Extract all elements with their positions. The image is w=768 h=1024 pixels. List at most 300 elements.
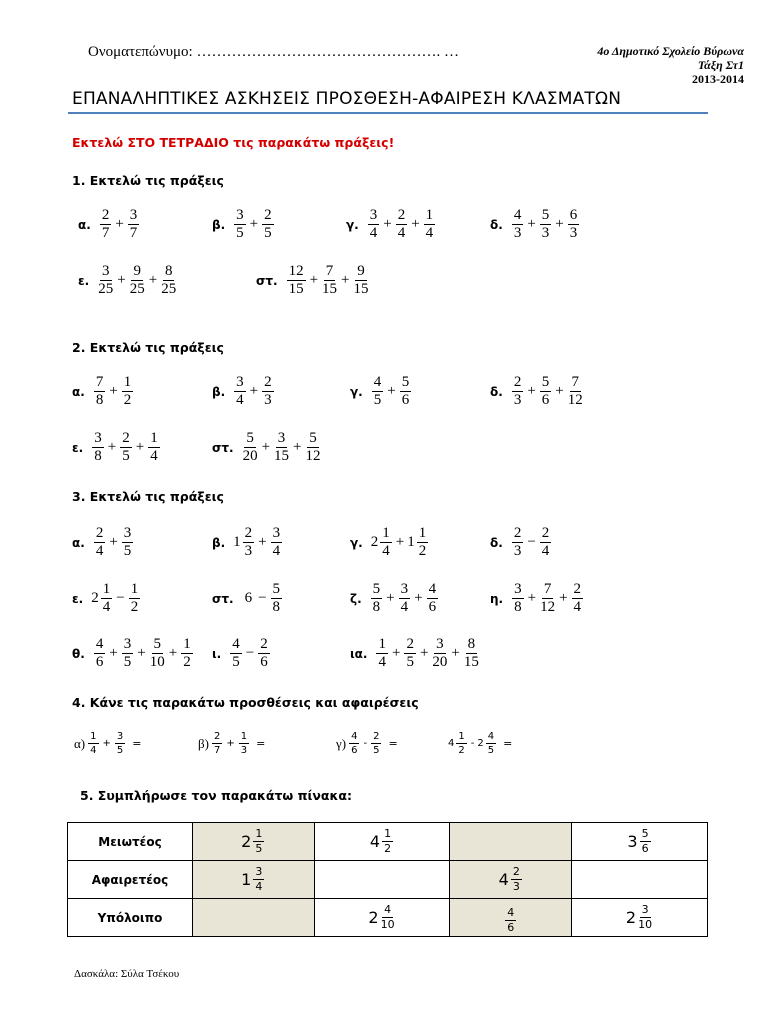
- numerator: 2: [260, 636, 268, 652]
- expression: [233, 525, 283, 560]
- operator: +: [387, 383, 396, 399]
- fraction: [101, 581, 113, 616]
- fraction: [568, 207, 580, 242]
- equals-sign: =: [256, 737, 266, 750]
- denominator: 4: [382, 543, 390, 559]
- expression: [371, 525, 429, 560]
- expression: [93, 636, 194, 671]
- denominator: 5: [487, 745, 495, 756]
- denominator: 6: [260, 654, 268, 670]
- operator: +: [249, 216, 259, 232]
- fraction: [512, 581, 524, 616]
- denominator: 15: [274, 448, 290, 464]
- denominator: 15: [463, 654, 479, 670]
- school-name: 4ο Δημοτικό Σχολείο Βύρωνα: [597, 44, 744, 58]
- fraction: [372, 374, 384, 409]
- exercise-4a: [74, 730, 145, 757]
- numerator: 1: [425, 207, 434, 223]
- expression: [511, 374, 584, 409]
- numerator: 2: [373, 731, 380, 742]
- numerator: 1: [150, 430, 158, 446]
- expression: [93, 374, 134, 409]
- title-underline: [68, 112, 708, 114]
- operator: +: [293, 439, 302, 455]
- mixed-number: [368, 903, 395, 932]
- operator: +: [414, 590, 423, 606]
- operator: +: [249, 383, 259, 399]
- fraction: [287, 263, 306, 298]
- expression: [511, 581, 584, 616]
- empty-cell: [571, 861, 707, 899]
- exercise-2e: [72, 430, 161, 465]
- fraction: [212, 730, 222, 757]
- denominator: 3: [513, 392, 522, 408]
- fraction: [424, 207, 436, 242]
- operator: +: [527, 383, 536, 399]
- operator: +: [115, 216, 124, 232]
- row-header: Αφαιρετέος: [68, 861, 193, 899]
- fraction: [148, 430, 160, 465]
- exercise-label: θ.: [72, 646, 85, 661]
- fraction: [120, 430, 132, 465]
- numerator: 5: [272, 581, 281, 597]
- expression: [448, 730, 515, 757]
- denominator: 5: [255, 842, 263, 855]
- denominator: 4: [236, 392, 244, 408]
- fraction: [122, 374, 134, 409]
- numerator: 1: [384, 827, 392, 840]
- operator: +: [309, 272, 319, 288]
- whole-number: 2: [368, 908, 379, 927]
- instruction: Εκτελώ ΣΤΟ ΤΕΤΡΑΔΙΟ τις παρακάτω πράξεις!: [72, 135, 395, 150]
- denominator: 5: [236, 225, 244, 241]
- operator: +: [226, 738, 235, 749]
- fraction: [234, 207, 246, 242]
- fraction: [258, 636, 270, 671]
- exercise-3ia: [350, 636, 480, 671]
- denominator: 5: [116, 745, 124, 756]
- exercise-label: δ.: [490, 384, 503, 399]
- numerator: 7: [325, 263, 334, 279]
- numerator: 5: [401, 374, 410, 390]
- numerator: 9: [133, 263, 141, 279]
- expression: [348, 730, 401, 757]
- fraction: [512, 207, 524, 242]
- subtraction-table: [67, 822, 708, 937]
- mixed-number: [626, 903, 653, 932]
- fraction: [368, 207, 380, 242]
- fraction: [486, 730, 496, 757]
- denominator: 2: [183, 654, 191, 670]
- operator: +: [386, 590, 395, 606]
- numerator: 4: [351, 731, 358, 742]
- expression: [371, 374, 412, 409]
- numerator: 2: [213, 731, 221, 742]
- value-cell: [314, 823, 450, 861]
- numerator: 2: [244, 525, 253, 541]
- whole-number: 2: [477, 738, 484, 749]
- exercise-label: δ.: [490, 217, 503, 232]
- fraction: [354, 263, 369, 298]
- mixed-number: [370, 827, 394, 856]
- exercise-1d: [490, 207, 580, 242]
- whole-number: 2: [625, 908, 637, 927]
- exercise-3th: [72, 636, 194, 671]
- table-row: [68, 823, 708, 861]
- denominator: 20: [432, 654, 448, 670]
- exercise-3st: [212, 581, 283, 616]
- denominator: 4: [397, 225, 406, 241]
- whole-number: 1: [233, 534, 241, 550]
- fraction: [322, 263, 337, 298]
- denominator: 5: [264, 225, 272, 241]
- denominator: 5: [373, 745, 380, 756]
- fraction: [511, 865, 522, 894]
- exercise-1b: [212, 207, 275, 242]
- numerator: 3: [277, 430, 286, 446]
- numerator: 1: [90, 731, 97, 742]
- numerator: 5: [541, 207, 550, 223]
- operator: +: [261, 439, 271, 455]
- denominator: 2: [130, 599, 139, 615]
- operator: +: [109, 534, 118, 550]
- numerator: 3: [255, 865, 263, 878]
- denominator: 20: [242, 448, 258, 464]
- value-cell: [571, 823, 707, 861]
- numerator: 1: [183, 636, 191, 652]
- expression: [99, 207, 140, 242]
- denominator: 4: [255, 880, 263, 893]
- section-4-heading: 4. Κάνε τις παρακάτω προσθέσεις και αφαιρέσεις: [72, 695, 419, 710]
- fraction: [540, 207, 552, 242]
- fraction: [427, 581, 439, 616]
- fraction: [271, 525, 283, 560]
- numerator: 3: [400, 581, 409, 597]
- fraction: [540, 374, 552, 409]
- numerator: 9: [357, 263, 365, 279]
- value-cell: [571, 899, 707, 937]
- denominator: 4: [378, 654, 386, 670]
- expression: [242, 430, 322, 465]
- fraction: [230, 636, 242, 671]
- denominator: 4: [102, 599, 111, 615]
- denominator: 7: [213, 745, 221, 756]
- numerator: 3: [436, 636, 444, 652]
- numerator: 3: [236, 374, 244, 390]
- operator: +: [411, 216, 420, 232]
- fraction: [540, 525, 552, 560]
- numerator: 4: [232, 636, 240, 652]
- denominator: 10: [380, 918, 395, 931]
- numerator: 1: [458, 731, 465, 742]
- exercise-label: στ.: [212, 440, 234, 455]
- fraction: [371, 730, 381, 757]
- expression: [370, 581, 439, 616]
- mixed-number: [627, 827, 651, 856]
- denominator: 8: [95, 392, 104, 408]
- denominator: 4: [272, 543, 281, 559]
- denominator: 3: [264, 392, 272, 408]
- denominator: 4: [369, 225, 378, 241]
- exercise-label: γ.: [350, 384, 363, 399]
- fraction: [253, 827, 264, 856]
- denominator: 6: [351, 745, 358, 756]
- fraction: [456, 730, 466, 757]
- denominator: 6: [507, 920, 515, 934]
- numerator: 1: [382, 525, 390, 541]
- expression: [511, 525, 552, 560]
- fraction: [638, 903, 652, 932]
- numerator: 2: [512, 865, 520, 878]
- fraction: [150, 636, 165, 671]
- denominator: 5: [232, 654, 240, 670]
- operator: −: [527, 534, 536, 550]
- expression: [511, 207, 580, 242]
- exercise-4b: [198, 730, 268, 757]
- numerator: 2: [397, 207, 406, 223]
- equals-sign: =: [503, 737, 513, 750]
- table-row: [68, 899, 708, 937]
- exercise-label: γ): [336, 735, 347, 751]
- denominator: 25: [129, 281, 145, 297]
- fraction: [382, 827, 393, 856]
- denominator: 15: [322, 281, 338, 297]
- name-line: Ονοματεπώνυμο: …………………………………………. …: [88, 44, 459, 60]
- operator: +: [527, 590, 537, 606]
- numerator: 7: [95, 374, 104, 390]
- empty-cell: [314, 861, 450, 899]
- denominator: 4: [573, 599, 582, 615]
- row-header: Υπόλοιπο: [68, 899, 193, 937]
- table-row: [68, 861, 708, 899]
- fraction: [306, 430, 321, 465]
- numerator: 2: [264, 207, 272, 223]
- denominator: 15: [353, 281, 369, 297]
- empty-cell: [450, 823, 572, 861]
- exercise-label: β): [198, 735, 209, 751]
- exercise-label: στ.: [212, 591, 234, 606]
- numerator: 5: [153, 636, 161, 652]
- fraction: [400, 374, 412, 409]
- expression: [91, 430, 160, 465]
- numerator: 3: [102, 263, 110, 279]
- exercise-1st: [256, 263, 370, 298]
- fraction: [512, 374, 524, 409]
- exercise-label: στ.: [256, 273, 278, 288]
- operator: +: [168, 645, 178, 661]
- exercise-2b: [212, 374, 275, 409]
- numerator: 1: [240, 731, 248, 742]
- operator: +: [148, 272, 158, 288]
- operator: +: [341, 272, 350, 288]
- fraction: [432, 636, 447, 671]
- expression: [93, 525, 134, 560]
- fraction: [94, 525, 106, 560]
- section-5-heading: 5. Συμπλήρωσε τον παρακάτω πίνακα:: [80, 788, 352, 803]
- fraction: [253, 865, 264, 894]
- operator: +: [109, 645, 118, 661]
- exercise-4d: [448, 730, 515, 757]
- expression: [97, 263, 177, 298]
- fraction: [371, 581, 383, 616]
- teacher-name: Δασκάλα: Σύλα Τσέκου: [74, 968, 180, 980]
- fraction: [262, 207, 274, 242]
- exercise-label: ε.: [78, 273, 90, 288]
- fraction: [243, 525, 255, 560]
- whole-number: 2: [91, 590, 99, 606]
- denominator: 8: [272, 599, 281, 615]
- fraction: [376, 636, 388, 671]
- section-1-heading: 1. Εκτελώ τις πράξεις: [72, 173, 224, 188]
- exercise-label: α.: [72, 535, 85, 550]
- denominator: 2: [418, 543, 427, 559]
- expression: [211, 730, 268, 757]
- numerator: 5: [541, 374, 550, 390]
- numerator: 7: [571, 374, 579, 390]
- numerator: 12: [288, 263, 304, 279]
- exercise-1a: [78, 207, 140, 242]
- fraction: [404, 636, 416, 671]
- expression: [91, 581, 141, 616]
- denominator: 6: [401, 392, 410, 408]
- exercise-2st: [212, 430, 322, 465]
- operator: +: [555, 216, 564, 232]
- whole-number: 4: [448, 738, 455, 749]
- numerator: 8: [164, 263, 173, 279]
- exercise-3a: [72, 525, 134, 560]
- numerator: 1: [102, 581, 111, 597]
- expression: [286, 263, 370, 298]
- denominator: 6: [95, 654, 104, 670]
- exercise-label: δ.: [490, 535, 503, 550]
- fraction: [572, 581, 584, 616]
- class-name: Τάξη Στ1: [697, 58, 744, 72]
- denominator: 12: [305, 448, 321, 464]
- fraction: [243, 430, 258, 465]
- numerator: 1: [418, 525, 427, 541]
- whole-number: 1: [241, 870, 252, 889]
- operator: +: [135, 439, 145, 455]
- exercise-3i: [212, 636, 271, 671]
- numerator: 4: [513, 207, 522, 223]
- fraction: [129, 581, 141, 616]
- denominator: 6: [541, 392, 550, 408]
- value-cell: [314, 899, 450, 937]
- fraction: [122, 636, 134, 671]
- denominator: 5: [406, 654, 414, 670]
- section-3-heading: 3. Εκτελώ τις πράξεις: [72, 489, 224, 504]
- exercise-3z: [350, 581, 439, 616]
- fraction: [262, 374, 274, 409]
- denominator: 6: [428, 599, 437, 615]
- fraction: [396, 207, 408, 242]
- fraction: [381, 903, 395, 932]
- exercise-label: β.: [212, 535, 226, 550]
- denominator: 8: [514, 599, 522, 615]
- numerator: 2: [513, 525, 522, 541]
- numerator: 3: [94, 430, 102, 446]
- numerator: 1: [130, 581, 139, 597]
- operator: −: [245, 645, 255, 661]
- denominator: 8: [94, 448, 102, 464]
- exercise-2c: [350, 374, 412, 409]
- denominator: 4: [90, 745, 97, 756]
- numerator: 3: [272, 525, 281, 541]
- denominator: 3: [513, 225, 522, 241]
- numerator: 3: [129, 207, 138, 223]
- whole-number: 2: [370, 534, 379, 550]
- fraction: [568, 374, 583, 409]
- numerator: 1: [123, 374, 132, 390]
- operator: +: [102, 738, 111, 749]
- school-info: [597, 44, 744, 86]
- fraction: [239, 730, 249, 757]
- expression: [87, 730, 144, 757]
- numerator: 4: [95, 636, 104, 652]
- whole-number: 4: [369, 832, 381, 851]
- mixed-number: [499, 865, 523, 894]
- denominator: 2: [123, 392, 132, 408]
- numerator: 4: [507, 905, 515, 919]
- denominator: 10: [638, 918, 653, 931]
- whole-number: 1: [407, 534, 415, 550]
- numerator: 4: [428, 581, 437, 597]
- numerator: 3: [123, 636, 132, 652]
- fraction: [92, 430, 104, 465]
- fraction: [417, 525, 429, 560]
- fraction: [94, 374, 106, 409]
- operator: +: [451, 645, 460, 661]
- operator: +: [109, 383, 118, 399]
- denominator: 7: [101, 225, 110, 241]
- value-cell: [450, 899, 572, 937]
- exercise-label: ε.: [72, 591, 84, 606]
- value-cell: [193, 861, 315, 899]
- operator: -: [363, 738, 368, 749]
- denominator: 5: [373, 392, 382, 408]
- operator: +: [555, 383, 564, 399]
- numerator: 2: [95, 525, 104, 541]
- numerator: 3: [514, 581, 522, 597]
- exercise-label: ι.: [212, 646, 222, 661]
- numerator: 4: [487, 731, 495, 742]
- numerator: 7: [543, 581, 552, 597]
- operator: +: [107, 439, 117, 455]
- denominator: 6: [641, 842, 649, 855]
- numerator: 3: [116, 731, 124, 742]
- operator: +: [117, 272, 126, 288]
- fraction: [122, 525, 134, 560]
- denominator: 3: [569, 225, 578, 241]
- fraction: [512, 525, 524, 560]
- fraction: [399, 581, 411, 616]
- fraction: [505, 906, 516, 935]
- operator: +: [258, 534, 267, 550]
- denominator: 3: [244, 543, 253, 559]
- denominator: 4: [400, 599, 409, 615]
- operator: +: [559, 590, 568, 606]
- numerator: 2: [264, 374, 272, 390]
- numerator: 5: [309, 430, 317, 446]
- expression: [367, 207, 436, 242]
- exercise-2d: [490, 374, 584, 409]
- section-2-heading: 2. Εκτελώ τις πράξεις: [72, 340, 224, 355]
- exercise-label: β.: [212, 384, 226, 399]
- fraction: [128, 207, 140, 242]
- equals-sign: =: [132, 737, 142, 750]
- operator: +: [395, 534, 405, 550]
- whole-number: 2: [241, 832, 252, 851]
